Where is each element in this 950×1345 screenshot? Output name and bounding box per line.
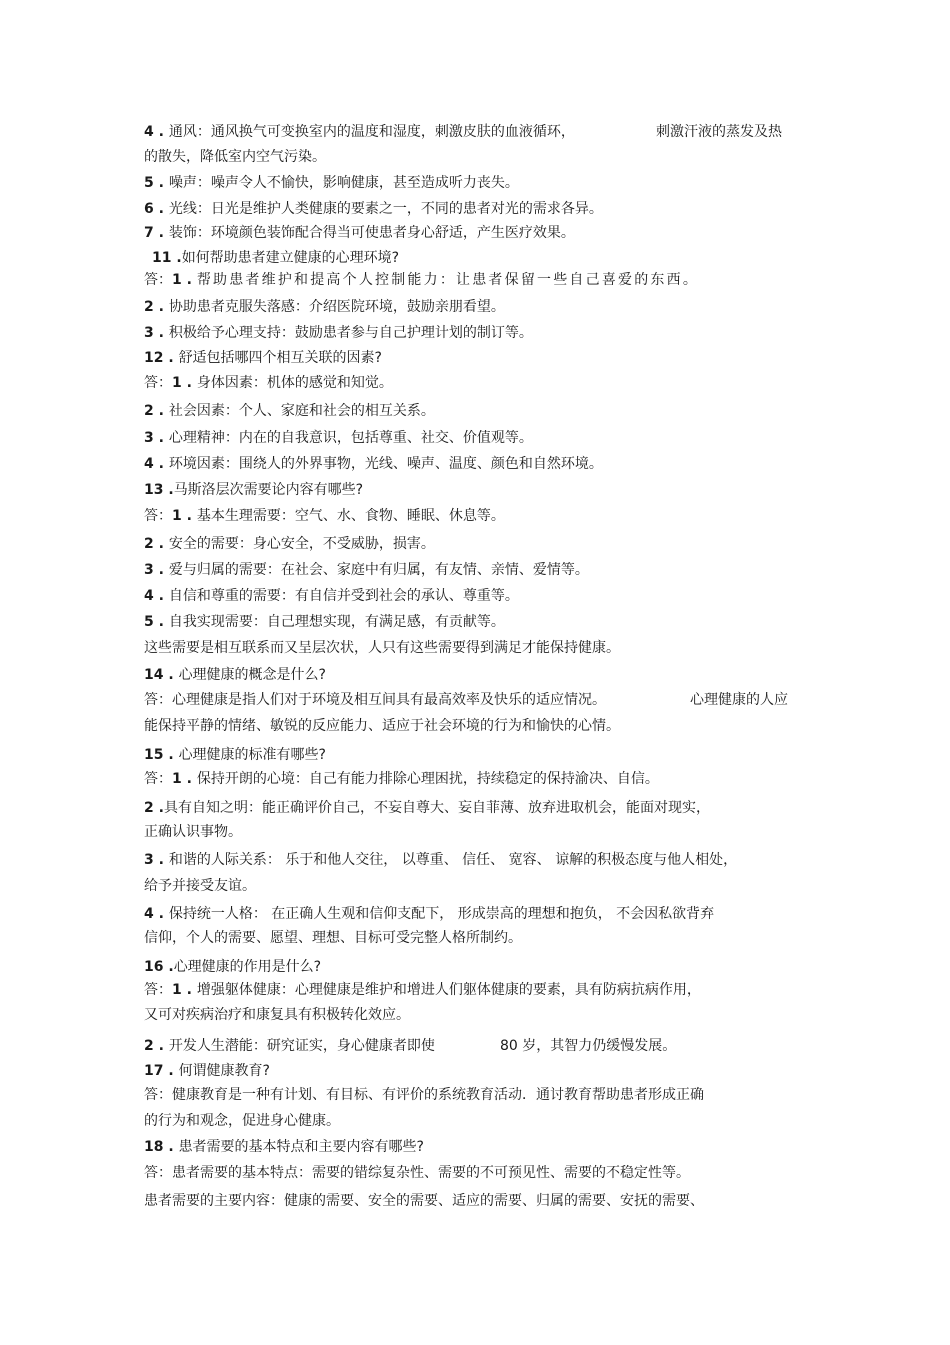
line-text: 爱与归属的需要：在社会、家庭中有归属，有友情、亲情、爱情等。 (168, 562, 589, 578)
answer-prefix: 答： (144, 375, 172, 391)
text-line (144, 638, 804, 658)
line-text: 心理健康的标准有哪些? (178, 747, 326, 763)
text-line (144, 270, 804, 290)
line-text-continued: 80 岁，其智力仍缓慢发展。 (500, 1038, 677, 1054)
text-line (144, 1111, 804, 1131)
answer-prefix: 答： (144, 508, 172, 524)
line-text: 又可对疾病治疗和康复具有积极转化效应。 (144, 1007, 410, 1023)
line-text: 身体因素：机体的感觉和知觉。 (196, 375, 393, 391)
item-separator: . (163, 482, 174, 498)
line-text: 安全的需要：身心安全，不受威胁，损害。 (168, 536, 435, 552)
item-separator: . (163, 350, 179, 366)
item-number: 4 (144, 906, 154, 922)
line-text: 答：健康教育是一种有计划、有目标、有评价的系统教育活动．通讨教育帮助患者形成正确 (144, 1087, 704, 1103)
text-line (144, 428, 804, 448)
text-line (144, 454, 804, 474)
line-text: 舒适包括哪四个相互关联的因素? (178, 350, 382, 366)
item-number: 4 (144, 588, 154, 604)
item-separator: . (153, 175, 169, 191)
line-text: 患者需要的基本特点和主要内容有哪些? (178, 1139, 424, 1155)
item-separator: . (153, 852, 169, 868)
text-line (144, 199, 804, 219)
text-line (144, 904, 804, 924)
line-text: 具有自知之明：能正确评价自己，不妄自尊大、妄自菲薄、放弃进取机会，能面对现实， (163, 800, 710, 816)
line-text-continued: 心理健康的人应 (690, 692, 788, 708)
text-line (144, 928, 804, 948)
line-text: 装饰：环境颜色装饰配合得当可使患者身心舒适，产生医疗效果。 (168, 225, 575, 241)
text-line (144, 1005, 804, 1025)
line-text: 的行为和观念，促进身心健康。 (144, 1113, 340, 1129)
line-text: 开发人生潜能：研究证实，身心健康者即使 (168, 1038, 435, 1054)
text-line (144, 690, 804, 710)
item-separator: . (153, 299, 169, 315)
item-number: 2 (144, 403, 154, 419)
item-separator: . (153, 906, 169, 922)
line-text: 这些需要是相互联系而又呈层次状，人只有这些需要得到满足才能保持健康。 (144, 640, 620, 656)
item-separator: . (153, 562, 169, 578)
text-line (144, 560, 804, 580)
answer-prefix: 答： (144, 771, 172, 787)
item-number: 14 (144, 667, 164, 683)
line-text: 心理精神：内在的自我意识，包括尊重、社交、价值观等。 (168, 430, 533, 446)
item-separator: . (171, 250, 182, 266)
line-text: 通风：通风换气可变换室内的温度和湿度，刺激皮肤的血液循环， (168, 124, 575, 140)
text-line (144, 1036, 804, 1056)
text-line (144, 876, 804, 896)
item-separator: . (163, 747, 179, 763)
line-text: 如何帮助患者建立健康的心理环境? (181, 250, 400, 266)
item-number: 1 (172, 272, 182, 288)
item-separator: . (181, 982, 197, 998)
line-text: 信仰，个人的需要、愿望、理想、目标可受完整人格所制约。 (144, 930, 522, 946)
item-number: 12 (144, 350, 164, 366)
item-number: 3 (144, 325, 154, 341)
item-separator: . (153, 614, 169, 630)
answer-prefix: 答： (144, 982, 172, 998)
text-line (144, 401, 804, 421)
text-line (144, 506, 804, 526)
text-line (144, 665, 804, 685)
line-text: 协助患者克服失落感：介绍医院环境，鼓励亲朋看望。 (168, 299, 505, 315)
line-text: 基本生理需要：空气、水、食物、睡眠、休息等。 (196, 508, 505, 524)
item-number: 4 (144, 456, 154, 472)
item-separator: . (153, 800, 164, 816)
line-text: 马斯洛层次需要论内容有哪些? (173, 482, 364, 498)
item-separator: . (153, 225, 169, 241)
line-text: 答：心理健康是指人们对于环境及相互间具有最高效率及快乐的适应情况。 (144, 692, 606, 708)
item-number: 2 (144, 1038, 154, 1054)
item-separator: . (163, 667, 179, 683)
text-line (144, 297, 804, 317)
item-number: 7 (144, 225, 154, 241)
item-number: 15 (144, 747, 164, 763)
text-line (144, 1191, 804, 1211)
line-text: 和谐的人际关系： 乐于和他人交往， 以尊重、 信任、 宽容、 谅解的积极态度与他人相处， (168, 852, 738, 868)
line-text: 何谓健康教育? (178, 1063, 270, 1079)
item-number: 5 (144, 614, 154, 630)
text-line (144, 745, 804, 765)
item-number: 11 (152, 250, 172, 266)
line-text: 光线：日光是维护人类健康的要素之一，不同的患者对光的需求各异。 (168, 201, 603, 217)
item-number: 17 (144, 1063, 164, 1079)
line-text-continued: 刺激汗液的蒸发及热 (656, 124, 782, 140)
text-line (144, 323, 804, 343)
item-separator: . (153, 456, 169, 472)
item-separator: . (181, 771, 197, 787)
line-text: 的散失，降低室内空气污染。 (144, 149, 326, 165)
text-line (144, 147, 804, 167)
line-text: 保持开朗的心境：自己有能力排除心理困扰，持续稳定的保持渝决、自信。 (196, 771, 659, 787)
line-text: 心理健康的概念是什么? (178, 667, 326, 683)
text-line (144, 798, 804, 818)
item-number: 3 (144, 430, 154, 446)
text-line (144, 769, 804, 789)
answer-prefix: 答： (144, 272, 172, 288)
text-line (144, 1163, 804, 1183)
item-separator: . (153, 325, 169, 341)
text-line (144, 223, 804, 243)
line-text: 积极给予心理支持：鼓励患者参与自己护理计划的制订等。 (168, 325, 533, 341)
item-number: 18 (144, 1139, 164, 1155)
line-text: 增强躯体健康：心理健康是维护和增进人们躯体健康的要素，具有防病抗病作用， (196, 982, 701, 998)
text-line (144, 612, 804, 632)
item-separator: . (163, 959, 174, 975)
line-text: 噪声：噪声令人不愉快，影响健康，甚至造成听力丧失。 (168, 175, 519, 191)
text-line (144, 348, 804, 368)
text-line (152, 248, 812, 268)
item-separator: . (153, 536, 169, 552)
item-number: 3 (144, 562, 154, 578)
line-text: 自信和尊重的需要：有自信并受到社会的承认、尊重等。 (168, 588, 519, 604)
line-text: 自我实现需要：自己理想实现，有满足感，有贡献等。 (168, 614, 505, 630)
text-line (144, 173, 804, 193)
text-line (144, 1085, 804, 1105)
line-text: 给予并接受友谊。 (144, 878, 256, 894)
line-text: 答：患者需要的基本特点：需要的错综复杂性、需要的不可预见性、需要的不稳定性等。 (144, 1165, 690, 1181)
line-text: 帮助患者维护和提高个人控制能力：让患者保留一些自己喜爱的东西。 (196, 272, 700, 288)
item-separator: . (153, 430, 169, 446)
text-line (144, 586, 804, 606)
item-number: 2 (144, 800, 154, 816)
text-line (144, 716, 804, 736)
item-separator: . (153, 588, 169, 604)
line-text: 保持统一人格： 在正确人生观和信仰支配下， 形成崇高的理想和抱负， 不会因私欲背弃 (168, 906, 715, 922)
item-number: 4 (144, 124, 154, 140)
item-separator: . (181, 375, 197, 391)
line-text: 患者需要的主要内容：健康的需要、安全的需要、适应的需要、归属的需要、安抚的需要、 (144, 1193, 704, 1209)
item-separator: . (163, 1063, 179, 1079)
item-number: 5 (144, 175, 154, 191)
text-line (144, 822, 804, 842)
text-line (144, 534, 804, 554)
text-line (144, 480, 804, 500)
item-number: 1 (172, 982, 182, 998)
item-separator: . (153, 124, 169, 140)
line-text: 社会因素：个人、家庭和社会的相互关系。 (168, 403, 435, 419)
line-text: 正确认识事物。 (144, 824, 242, 840)
line-text: 心理健康的作用是什么? (173, 959, 322, 975)
text-line (144, 957, 804, 977)
item-separator: . (163, 1139, 179, 1155)
line-text: 能保持平静的情绪、敏锐的反应能力、适应于社会环境的行为和愉快的心情。 (144, 718, 620, 734)
item-separator: . (153, 201, 169, 217)
text-line (144, 373, 804, 393)
text-line (144, 1137, 804, 1157)
item-separator: . (153, 403, 169, 419)
item-number: 6 (144, 201, 154, 217)
item-separator: . (181, 272, 197, 288)
item-separator: . (181, 508, 197, 524)
item-number: 1 (172, 771, 182, 787)
item-number: 2 (144, 536, 154, 552)
text-line (144, 122, 804, 142)
item-number: 3 (144, 852, 154, 868)
item-number: 1 (172, 508, 182, 524)
text-line (144, 980, 804, 1000)
item-separator: . (153, 1038, 169, 1054)
text-line (144, 850, 804, 870)
item-number: 13 (144, 482, 164, 498)
item-number: 16 (144, 959, 164, 975)
line-text: 环境因素：围绕人的外界事物，光线、噪声、温度、颜色和自然环境。 (168, 456, 603, 472)
item-number: 1 (172, 375, 182, 391)
text-line (144, 1061, 804, 1081)
item-number: 2 (144, 299, 154, 315)
